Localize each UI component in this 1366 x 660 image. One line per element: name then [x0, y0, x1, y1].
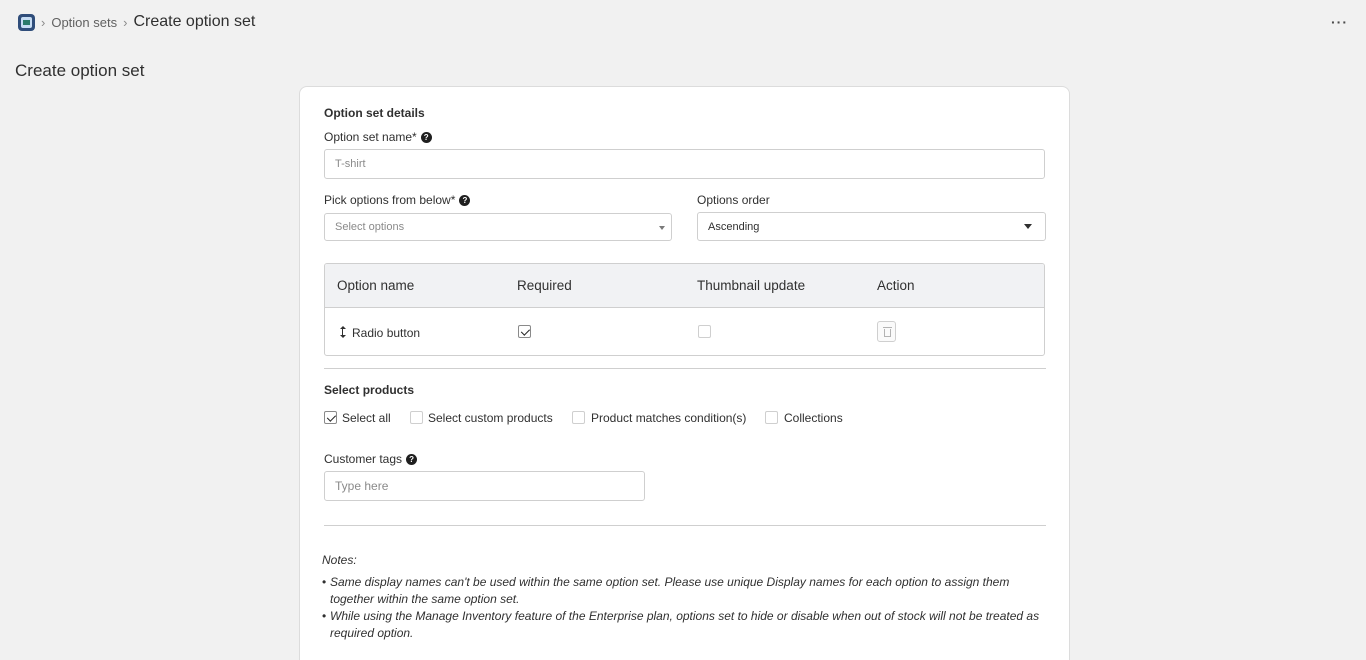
- option-set-name-label-text: Option set name*: [324, 130, 417, 144]
- collections-label[interactable]: Collections: [784, 411, 843, 425]
- select-all-label[interactable]: Select all: [342, 411, 391, 425]
- page-title: Create option set: [15, 61, 145, 80]
- thumbnail-update-checkbox[interactable]: [698, 325, 711, 338]
- help-icon[interactable]: ?: [406, 454, 417, 465]
- section-divider: [324, 525, 1046, 526]
- customer-tags-input[interactable]: [324, 471, 645, 501]
- select-all-checkbox[interactable]: [324, 411, 337, 424]
- select-options-dropdown[interactable]: [324, 213, 672, 241]
- notes-title: Notes:: [322, 553, 357, 567]
- notes-list: [330, 574, 1050, 642]
- option-set-name-input[interactable]: [324, 149, 1045, 179]
- column-header-action: Action: [877, 278, 915, 293]
- trash-icon[interactable]: [877, 321, 896, 342]
- option-name-cell: Radio button: [352, 326, 421, 340]
- collections-checkbox[interactable]: [765, 411, 778, 424]
- option-set-name-label: [324, 130, 432, 144]
- options-order-label-text: Options order: [697, 193, 770, 207]
- chevron-right-icon: ›: [41, 14, 46, 30]
- column-header-option-name: Option name: [337, 278, 415, 293]
- options-table-header: [325, 264, 1044, 308]
- options-table: [324, 263, 1045, 356]
- breadcrumb-current: Create option set: [133, 13, 256, 30]
- column-header-required: Required: [517, 278, 572, 293]
- note-item: • While using the Manage Inventory feature of the Enterprise plan, options set to hide or disable when out of stock will not be treated as required option.: [330, 608, 1050, 642]
- select-options-placeholder: Select options: [335, 221, 405, 233]
- column-header-thumbnail-update: Thumbnail update: [697, 278, 806, 293]
- customer-tags-label: [324, 452, 417, 466]
- select-products-heading: Select products: [324, 383, 415, 397]
- help-icon[interactable]: ?: [421, 132, 432, 143]
- options-order-value: Ascending: [708, 220, 760, 233]
- pick-options-label: [324, 193, 470, 207]
- product-matches-conditions-label[interactable]: Product matches condition(s): [591, 411, 747, 425]
- app-logo-icon[interactable]: [18, 14, 35, 31]
- more-actions-icon[interactable]: ···: [1331, 14, 1348, 30]
- drag-handle-icon[interactable]: [339, 326, 346, 338]
- help-icon[interactable]: ?: [459, 195, 470, 206]
- pick-options-label-text: Pick options from below*: [324, 193, 456, 207]
- options-order-select[interactable]: [697, 212, 1046, 241]
- chevron-down-icon: [659, 226, 665, 230]
- customer-tags-label-text: Customer tags: [324, 452, 403, 466]
- options-order-label: [697, 193, 770, 207]
- section-divider: [324, 368, 1046, 369]
- required-checkbox[interactable]: [518, 325, 531, 338]
- note-item: • Same display names can't be used within the same option set. Please use unique Display names for each option to assign them together within the same option set.: [330, 574, 1050, 608]
- select-custom-products-label[interactable]: Select custom products: [428, 411, 553, 425]
- breadcrumb-option-sets-link[interactable]: Option sets: [51, 14, 118, 30]
- caret-down-icon: [1024, 224, 1032, 229]
- chevron-right-icon: ›: [123, 14, 128, 30]
- option-set-form-card: [299, 86, 1070, 660]
- option-set-details-heading: Option set details: [324, 106, 425, 120]
- select-custom-products-checkbox[interactable]: [410, 411, 423, 424]
- breadcrumb: [0, 0, 1366, 44]
- product-matches-conditions-checkbox[interactable]: [572, 411, 585, 424]
